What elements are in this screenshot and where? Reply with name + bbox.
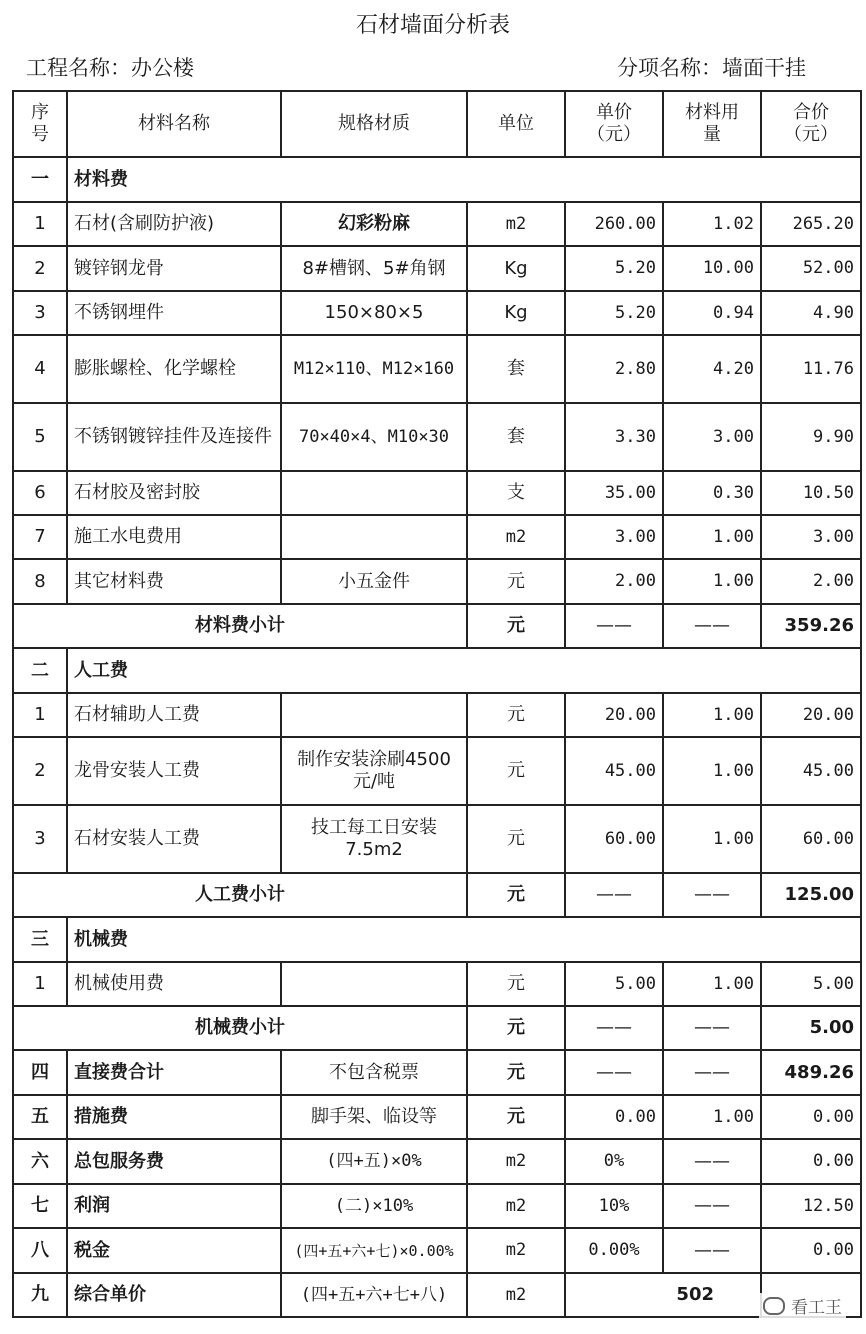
cell-price: —— xyxy=(565,604,663,648)
cell-spec xyxy=(281,515,467,559)
section-row xyxy=(13,157,861,202)
cell-name: 镀锌钢龙骨 xyxy=(67,246,281,291)
cell-spec: 70×40×4、M10×30 xyxy=(281,403,467,471)
cell-unit: 元 xyxy=(467,962,565,1006)
cell-unit: 元 xyxy=(467,604,565,648)
subtotal-label: 人工费小计 xyxy=(13,873,467,917)
cell-qty: 1.00 xyxy=(663,559,761,604)
cell-spec: 技工每工日安装7.5m2 xyxy=(281,805,467,873)
section-name: 材料费 xyxy=(67,157,861,202)
cell-price: 10% xyxy=(565,1184,663,1228)
table-row xyxy=(13,693,861,737)
section-no: 一 xyxy=(13,157,67,202)
cell-no: 3 xyxy=(13,805,67,873)
cell-name: 不锈钢镀锌挂件及连接件 xyxy=(67,403,281,471)
subtotal-row xyxy=(13,873,861,917)
summary-row xyxy=(13,1139,861,1184)
cell-qty: —— xyxy=(663,1050,761,1095)
section-row xyxy=(13,648,861,693)
cell-qty: 1.00 xyxy=(663,737,761,805)
cell-name: 膨胀螺栓、化学螺栓 xyxy=(67,335,281,403)
project-name: 工程名称：办公楼 xyxy=(26,56,194,80)
cell-price: —— xyxy=(565,1006,663,1050)
cell-qty: 1.00 xyxy=(663,962,761,1006)
cell-unit: m2 xyxy=(467,1273,565,1317)
cell-spec xyxy=(281,471,467,515)
table-row xyxy=(13,335,861,403)
summary-row xyxy=(13,1228,861,1273)
analysis-table xyxy=(12,90,862,1318)
cell-unit: 套 xyxy=(467,403,565,471)
section-name: 人工费 xyxy=(67,648,861,693)
cell-no: 3 xyxy=(13,291,67,335)
section-no: 三 xyxy=(13,917,67,962)
cell-name: 措施费 xyxy=(67,1095,281,1139)
cell-spec: 幻彩粉麻 xyxy=(281,202,467,246)
watermark xyxy=(759,1293,846,1318)
cell-total: 5.00 xyxy=(761,962,861,1006)
cell-qty: 1.00 xyxy=(663,1095,761,1139)
cell-total: 60.00 xyxy=(761,805,861,873)
section-name: 机械费 xyxy=(67,917,861,962)
cell-price: 5.20 xyxy=(565,246,663,291)
header-price: 单价 （元） xyxy=(565,91,663,157)
cell-no: 4 xyxy=(13,335,67,403)
header-total: 合价 （元） xyxy=(761,91,861,157)
subtotal-value: 125.00 xyxy=(761,873,861,917)
cell-qty: 4.20 xyxy=(663,335,761,403)
cell-total: 0.00 xyxy=(761,1095,861,1139)
cell-price: 260.00 xyxy=(565,202,663,246)
cell-no: 7 xyxy=(13,515,67,559)
cell-price: 3.30 xyxy=(565,403,663,471)
cell-total: 9.90 xyxy=(761,403,861,471)
cell-price: 2.00 xyxy=(565,559,663,604)
cell-total: 489.26 xyxy=(761,1050,861,1095)
section-no: 二 xyxy=(13,648,67,693)
cell-qty: 0.94 xyxy=(663,291,761,335)
cell-no: 六 xyxy=(13,1139,67,1184)
cell-no: 七 xyxy=(13,1184,67,1228)
cell-name: 石材辅助人工费 xyxy=(67,693,281,737)
cell-unit: 元 xyxy=(467,1050,565,1095)
subtotal-label: 材料费小计 xyxy=(13,604,467,648)
header-unit: 单位 xyxy=(467,91,565,157)
cell-unit: 套 xyxy=(467,335,565,403)
cell-spec xyxy=(281,962,467,1006)
cell-price: 20.00 xyxy=(565,693,663,737)
cell-name: 不锈钢埋件 xyxy=(67,291,281,335)
cell-price: 0.00 xyxy=(565,1095,663,1139)
cell-no: 6 xyxy=(13,471,67,515)
final-price-value: 502 xyxy=(565,1273,761,1317)
cell-qty: 3.00 xyxy=(663,403,761,471)
subtotal-row xyxy=(13,604,861,648)
cell-name: 其它材料费 xyxy=(67,559,281,604)
cell-unit: 元 xyxy=(467,1095,565,1139)
cell-no: 五 xyxy=(13,1095,67,1139)
cell-unit: 元 xyxy=(467,693,565,737)
subtotal-value: 5.00 xyxy=(761,1006,861,1050)
cell-spec xyxy=(281,693,467,737)
cell-name: 石材安装人工费 xyxy=(67,805,281,873)
cell-no: 八 xyxy=(13,1228,67,1273)
table-row xyxy=(13,805,861,873)
summary-row xyxy=(13,1184,861,1228)
cell-no: 2 xyxy=(13,246,67,291)
header-no: 序 号 xyxy=(13,91,67,157)
table-row xyxy=(13,559,861,604)
cell-no: 九 xyxy=(13,1273,67,1317)
cell-qty: 1.00 xyxy=(663,515,761,559)
cell-name: 龙骨安装人工费 xyxy=(67,737,281,805)
cell-price: 5.20 xyxy=(565,291,663,335)
cell-spec: 不包含税票 xyxy=(281,1050,467,1095)
cell-unit: m2 xyxy=(467,1184,565,1228)
cell-price: 2.80 xyxy=(565,335,663,403)
table-row xyxy=(13,737,861,805)
cell-no: 1 xyxy=(13,693,67,737)
cell-total: 265.20 xyxy=(761,202,861,246)
cell-no: 2 xyxy=(13,737,67,805)
cell-price: 3.00 xyxy=(565,515,663,559)
cell-unit: 元 xyxy=(467,873,565,917)
cell-name: 机械使用费 xyxy=(67,962,281,1006)
cell-name: 综合单价 xyxy=(67,1273,281,1317)
cell-unit: 元 xyxy=(467,737,565,805)
cell-spec: (四+五)×0% xyxy=(281,1139,467,1184)
cell-spec: 150×80×5 xyxy=(281,291,467,335)
header-qty: 材料用 量 xyxy=(663,91,761,157)
cell-price: —— xyxy=(565,1050,663,1095)
cell-spec: (二)×10% xyxy=(281,1184,467,1228)
cell-total: 45.00 xyxy=(761,737,861,805)
cell-spec: 制作安装涂刷4500元/吨 xyxy=(281,737,467,805)
cell-total: 4.90 xyxy=(761,291,861,335)
cell-qty: 1.02 xyxy=(663,202,761,246)
table-row xyxy=(13,246,861,291)
table-row xyxy=(13,291,861,335)
cell-qty: —— xyxy=(663,1184,761,1228)
header-name: 材料名称 xyxy=(67,91,281,157)
cell-no: 四 xyxy=(13,1050,67,1095)
table-row xyxy=(13,403,861,471)
cell-qty: —— xyxy=(663,873,761,917)
cell-name: 总包服务费 xyxy=(67,1139,281,1184)
summary-row xyxy=(13,1050,861,1095)
summary-row xyxy=(13,1273,861,1317)
cell-name: 石材(含刷防护液) xyxy=(67,202,281,246)
section-row xyxy=(13,917,861,962)
cell-spec: 小五金件 xyxy=(281,559,467,604)
cell-unit: Kg xyxy=(467,291,565,335)
cell-name: 税金 xyxy=(67,1228,281,1273)
subtotal-value: 359.26 xyxy=(761,604,861,648)
cell-unit: m2 xyxy=(467,202,565,246)
cell-price: 5.00 xyxy=(565,962,663,1006)
cell-qty: 1.00 xyxy=(663,693,761,737)
cell-name: 直接费合计 xyxy=(67,1050,281,1095)
header-row xyxy=(13,91,861,157)
cell-total: 11.76 xyxy=(761,335,861,403)
cell-total: 52.00 xyxy=(761,246,861,291)
cell-qty: 10.00 xyxy=(663,246,761,291)
cell-price: 35.00 xyxy=(565,471,663,515)
cell-total: 20.00 xyxy=(761,693,861,737)
cell-spec: 脚手架、临设等 xyxy=(281,1095,467,1139)
watermark-text: 看工王 xyxy=(791,1298,842,1318)
cell-total: 2.00 xyxy=(761,559,861,604)
wechat-icon xyxy=(763,1297,785,1315)
cell-spec: (四+五+六+七)×0.00% xyxy=(281,1228,467,1273)
table-row xyxy=(13,471,861,515)
subtotal-label: 机械费小计 xyxy=(13,1006,467,1050)
cell-unit: m2 xyxy=(467,515,565,559)
cell-qty: —— xyxy=(663,1228,761,1273)
cell-total: 3.00 xyxy=(761,515,861,559)
item-name: 分项名称：墙面干挂 xyxy=(617,56,806,80)
cell-qty: 0.30 xyxy=(663,471,761,515)
cell-no: 1 xyxy=(13,202,67,246)
cell-qty: —— xyxy=(663,1006,761,1050)
summary-row xyxy=(13,1095,861,1139)
cell-name: 利润 xyxy=(67,1184,281,1228)
cell-total: 12.50 xyxy=(761,1184,861,1228)
cell-unit: 元 xyxy=(467,805,565,873)
cell-price: 60.00 xyxy=(565,805,663,873)
cell-price: 0.00% xyxy=(565,1228,663,1273)
cell-name: 石材胶及密封胶 xyxy=(67,471,281,515)
cell-unit: 支 xyxy=(467,471,565,515)
table-row xyxy=(13,202,861,246)
cell-unit: 元 xyxy=(467,1006,565,1050)
cell-no: 5 xyxy=(13,403,67,471)
cell-qty: —— xyxy=(663,604,761,648)
cell-unit: m2 xyxy=(467,1139,565,1184)
cell-total: 0.00 xyxy=(761,1228,861,1273)
cell-unit: m2 xyxy=(467,1228,565,1273)
cell-total: 0.00 xyxy=(761,1139,861,1184)
cell-qty: —— xyxy=(663,1139,761,1184)
cell-price: 0% xyxy=(565,1139,663,1184)
cell-qty: 1.00 xyxy=(663,805,761,873)
cell-spec: 8#槽钢、5#角钢 xyxy=(281,246,467,291)
table-row xyxy=(13,515,861,559)
cell-unit: Kg xyxy=(467,246,565,291)
cell-no: 1 xyxy=(13,962,67,1006)
cell-total: 10.50 xyxy=(761,471,861,515)
cell-spec: (四+五+六+七+八) xyxy=(281,1273,467,1317)
table-row xyxy=(13,962,861,1006)
cell-name: 施工水电费用 xyxy=(67,515,281,559)
cell-no: 8 xyxy=(13,559,67,604)
subtotal-row xyxy=(13,1006,861,1050)
cell-spec: M12×110、M12×160 xyxy=(281,335,467,403)
cell-price: —— xyxy=(565,873,663,917)
header-spec: 规格材质 xyxy=(281,91,467,157)
cell-unit: 元 xyxy=(467,559,565,604)
cell-price: 45.00 xyxy=(565,737,663,805)
table-title: 石材墙面分析表 xyxy=(355,13,510,38)
